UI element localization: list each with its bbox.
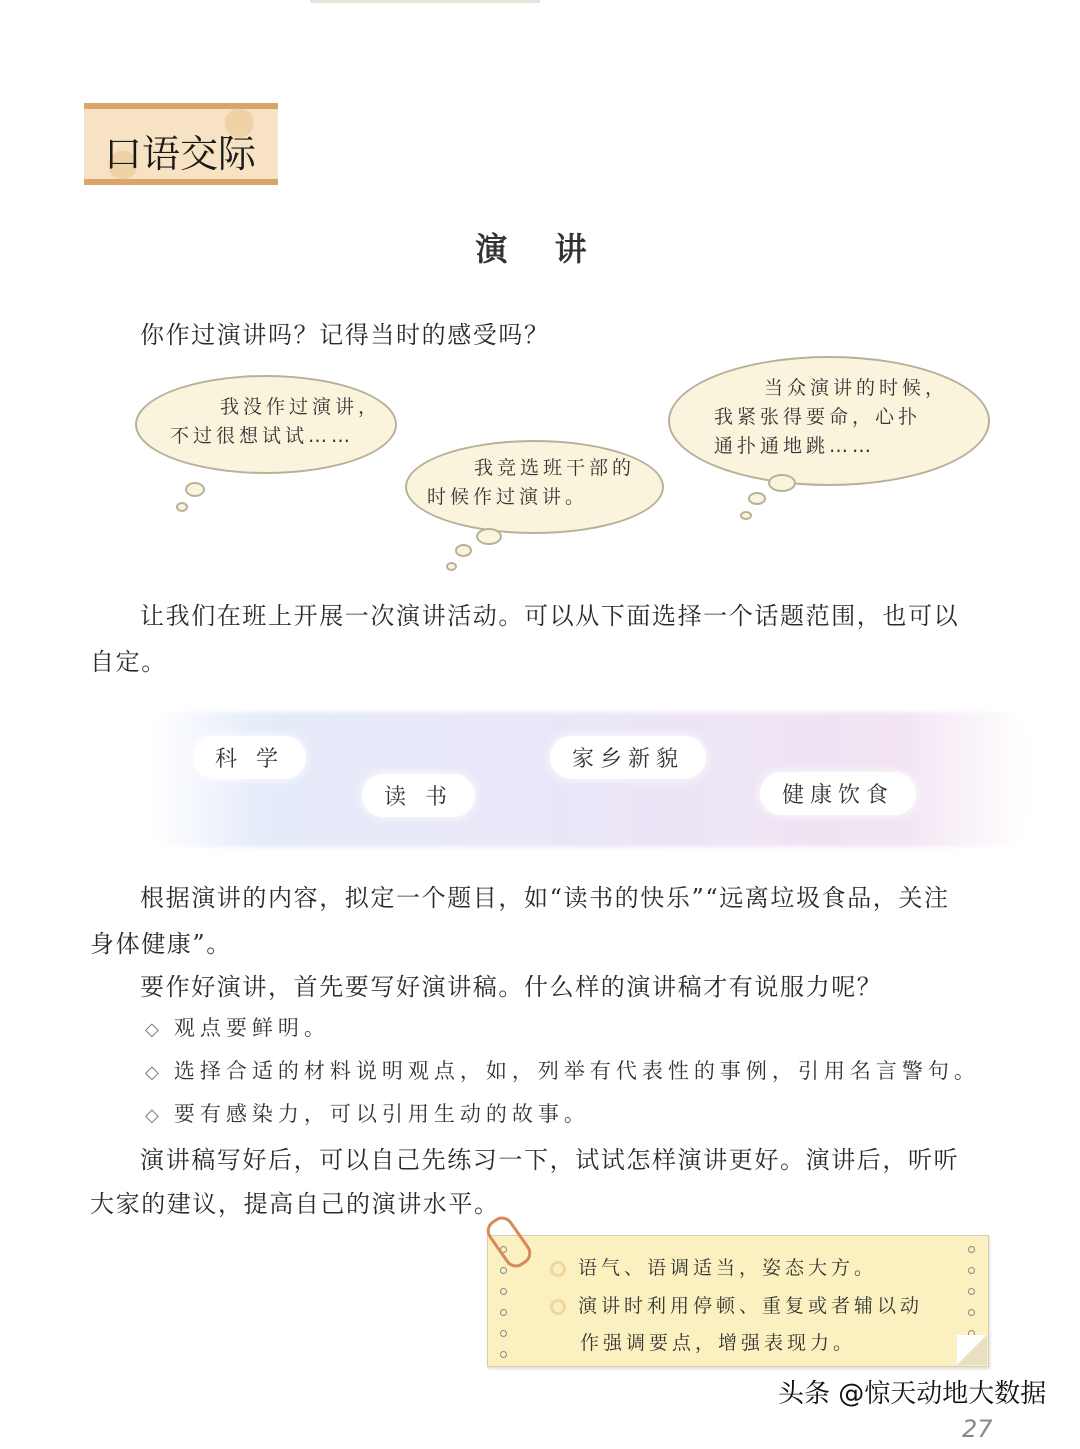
circle-bullet-icon	[550, 1299, 566, 1315]
para4-line-1: 演讲稿写好后，可以自己先练习一下，试试怎样演讲更好。演讲后，听听	[140, 1146, 960, 1174]
para2-line-2: 身体健康”。	[90, 930, 232, 958]
tip-item: 语气、语调适当，姿态大方。	[550, 1253, 877, 1280]
bubble-dot	[446, 562, 457, 571]
top-edge-line	[310, 0, 540, 3]
bubble-dot	[476, 528, 502, 545]
diamond-icon: ◇	[145, 1019, 164, 1040]
diamond-icon: ◇	[145, 1105, 164, 1126]
bubble-3-line-3: 通扑通地跳……	[714, 435, 876, 457]
bubble-dot	[176, 502, 188, 512]
circle-bullet-icon	[550, 1261, 566, 1277]
bubble-1-line-1: 我没作过演讲，	[220, 396, 382, 418]
topic-chip-hometown: 家乡新貌	[550, 736, 706, 779]
bubble-dot	[748, 492, 766, 505]
section-banner-text: 口语交际	[104, 132, 257, 176]
bubble-3-line-1: 当众演讲的时候，	[764, 377, 949, 399]
topic-chip-healthy-diet: 健康饮食	[760, 772, 916, 815]
para3: 要作好演讲，首先要写好演讲稿。什么样的演讲稿才有说服力呢？	[140, 973, 883, 1001]
bullet-item: ◇ 观点要鲜明。	[145, 1016, 330, 1040]
diamond-icon: ◇	[145, 1062, 164, 1083]
para4-line-2: 大家的建议，提高自己的演讲水平。	[90, 1190, 500, 1218]
bubble-dot	[768, 474, 796, 492]
page-curl	[957, 1335, 987, 1365]
tip-item-continuation: 作强调要点，增强表现力。	[580, 1332, 857, 1354]
bullet-item: ◇ 要有感染力，可以引用生动的故事。	[145, 1102, 590, 1126]
section-banner	[84, 103, 278, 185]
topic-chip-reading: 读 书	[362, 774, 475, 817]
tip-note-card	[487, 1235, 989, 1367]
bubble-dot	[740, 511, 752, 520]
topic-chip-science: 科 学	[193, 736, 306, 779]
tip-item: 演讲时利用停顿、重复或者辅以动	[550, 1291, 923, 1318]
question-text: 你作过演讲吗？记得当时的感受吗？	[140, 321, 550, 349]
para1-line-2: 自定。	[90, 648, 167, 676]
lesson-title: 演 讲	[475, 230, 605, 268]
perforation-holes	[500, 1246, 508, 1372]
bubble-3-line-2: 我紧张得要命，心扑	[714, 406, 922, 428]
bubble-dot	[455, 544, 472, 557]
para1-line-1: 让我们在班上开展一次演讲活动。可以从下面选择一个话题范围，也可以	[140, 602, 960, 630]
bubble-1-line-2: 不过很想试试……	[170, 425, 355, 447]
bubble-2-line-2: 时候作过演讲。	[427, 486, 589, 508]
bubble-dot	[185, 482, 205, 497]
bubble-2-line-1: 我竞选班干部的	[474, 457, 636, 479]
watermark: 头条 @惊天动地大数据	[778, 1379, 1047, 1409]
page-number: 27	[962, 1415, 993, 1443]
bullet-item: ◇ 选择合适的材料说明观点，如，列举有代表性的事例，引用名言警句。	[145, 1059, 980, 1083]
para2-line-1: 根据演讲的内容，拟定一个题目，如“读书的快乐”“远离垃圾食品，关注	[140, 884, 950, 912]
